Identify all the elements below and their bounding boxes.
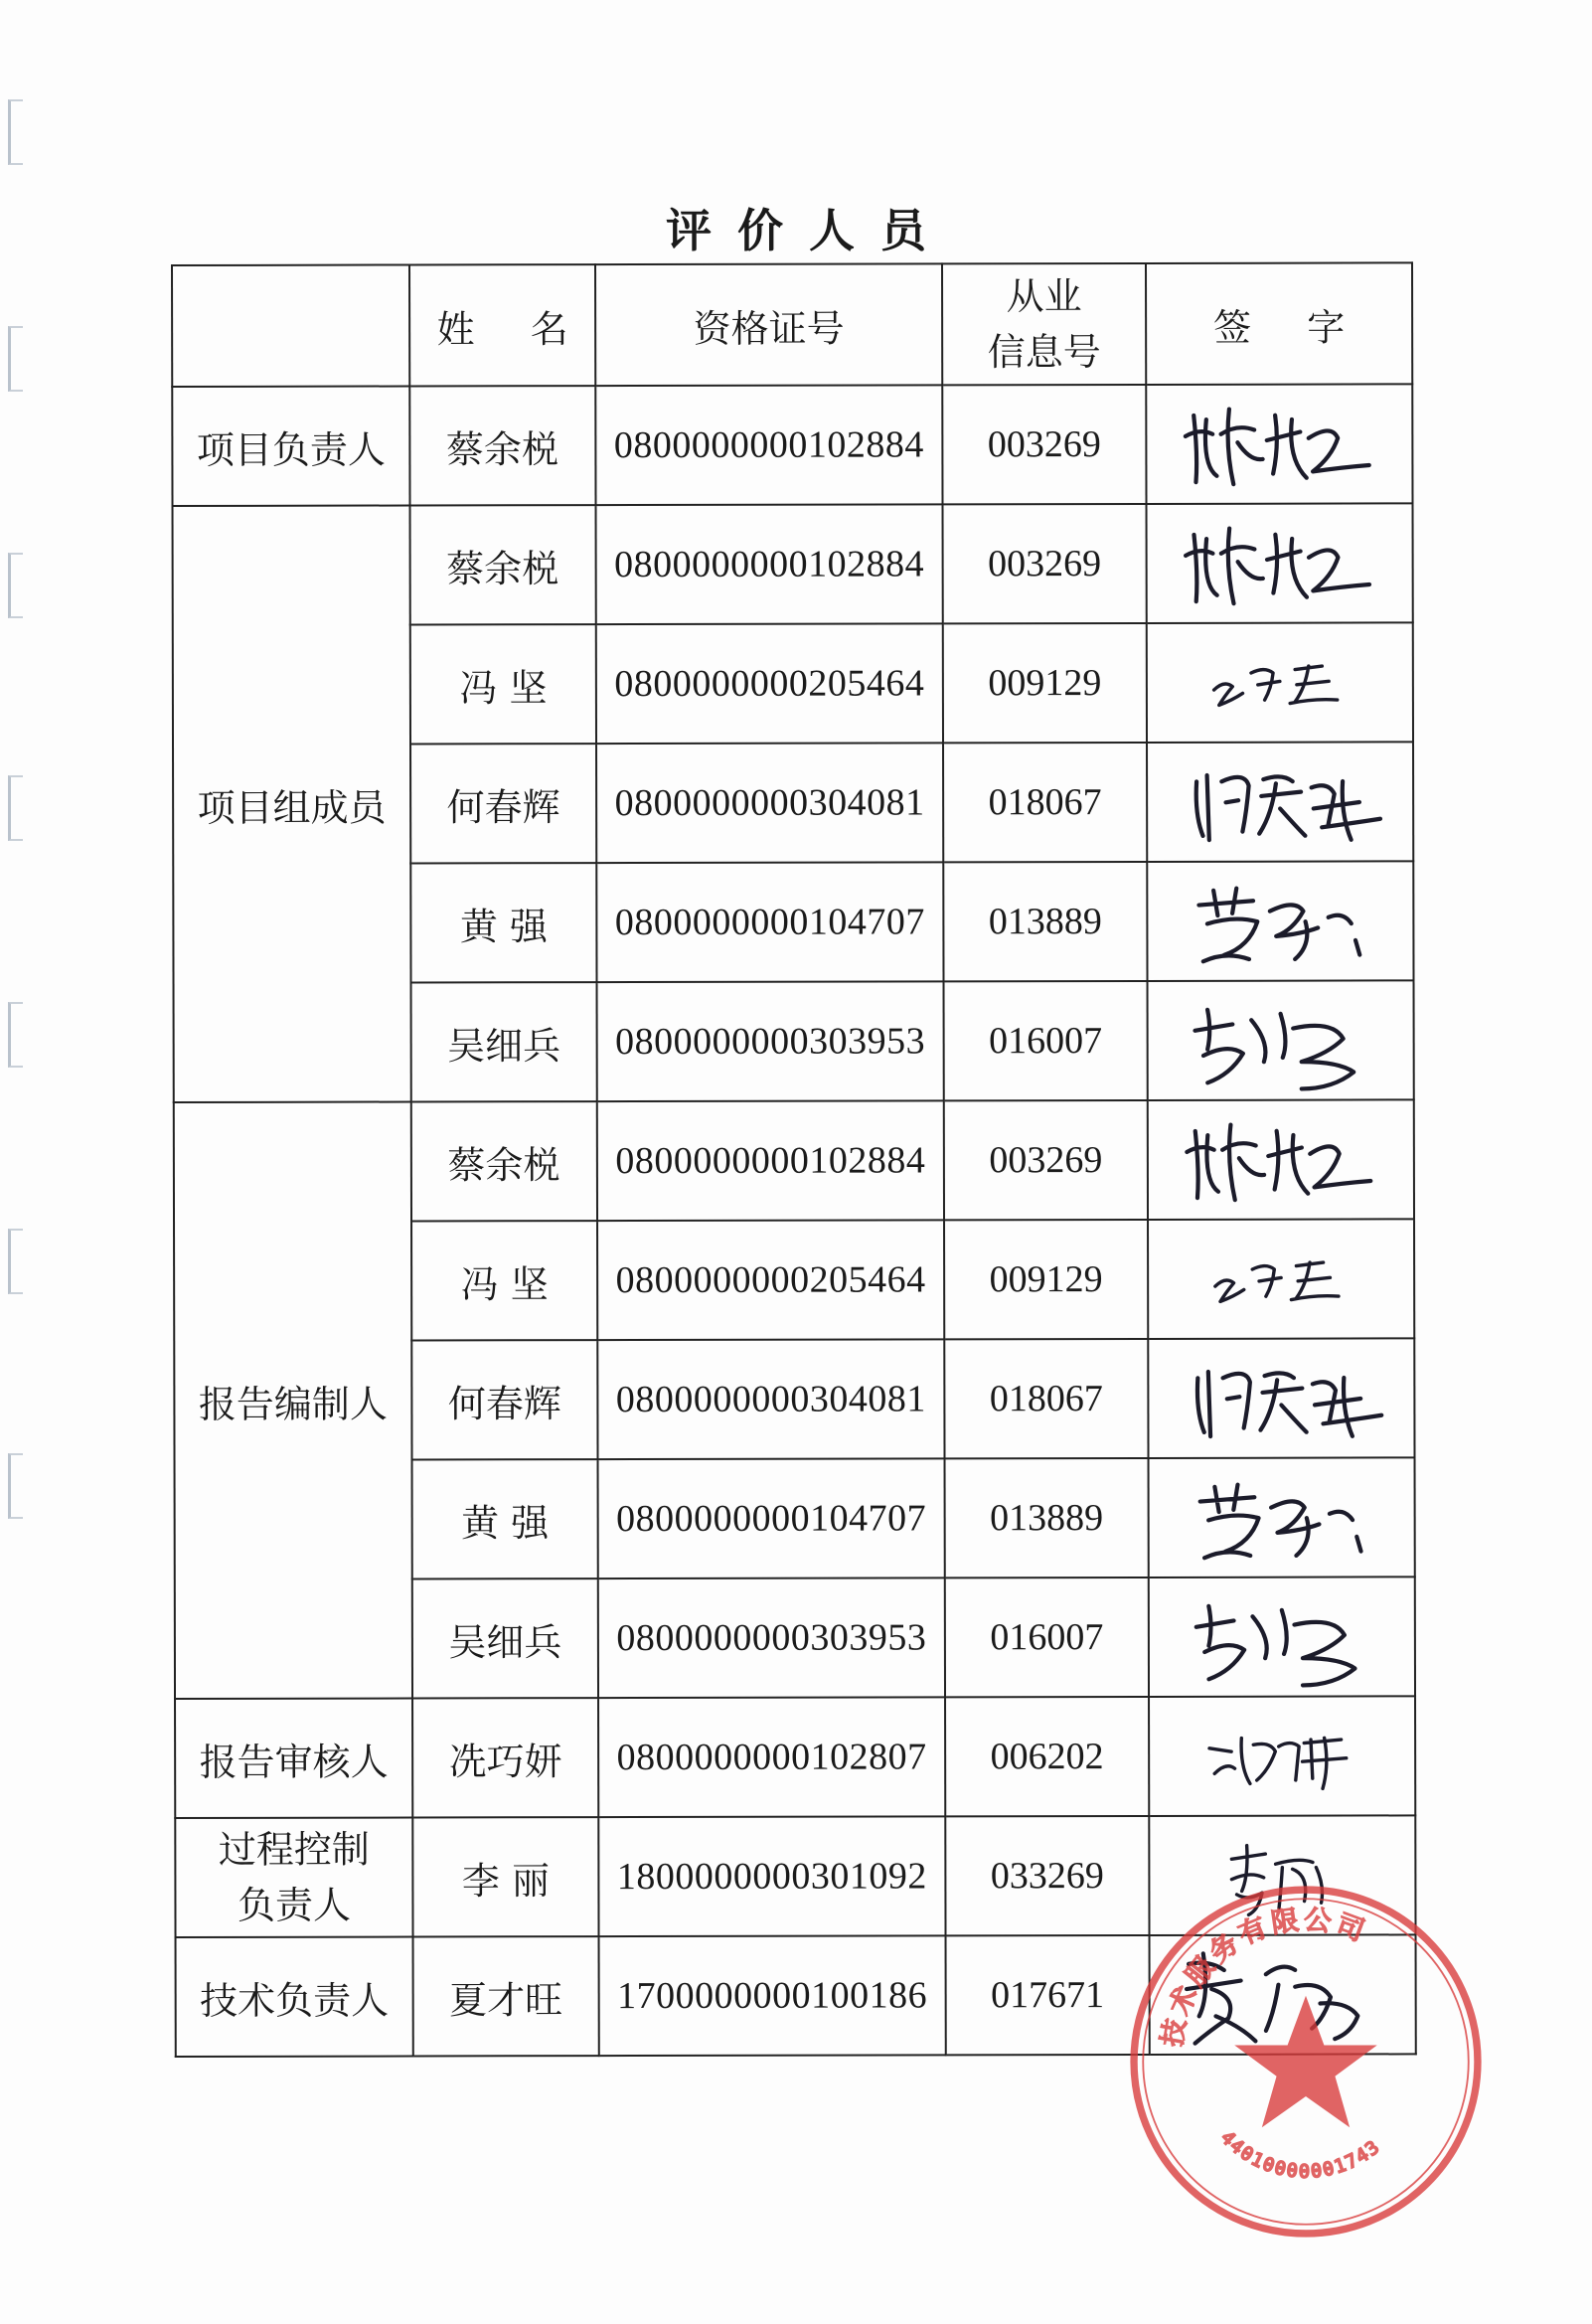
name-cell: 蔡余棁 [410, 505, 596, 624]
name-cell: 吴细兵 [411, 982, 597, 1101]
signature-feng [1196, 1237, 1365, 1321]
signature-huang [1178, 1465, 1386, 1570]
signature-cell [1147, 622, 1413, 743]
signature-wu [1178, 1584, 1386, 1689]
cert-cell: 0800000000104707 [596, 862, 943, 982]
cert-cell: 0800000000304081 [597, 1339, 944, 1459]
signature-cell [1147, 503, 1413, 623]
binder-mark [8, 775, 23, 841]
table-header [172, 262, 1412, 387]
cert-cell: 1700000000100186 [599, 1935, 946, 2056]
name-cell: 冯 坚 [411, 1221, 597, 1340]
signature-feng [1195, 640, 1364, 725]
signature-wu [1177, 988, 1385, 1092]
info-cell: 018067 [944, 1339, 1148, 1458]
signature-cai [1175, 392, 1383, 496]
name-cell: 蔡余棁 [409, 386, 595, 505]
name-cell: 何春辉 [411, 1340, 597, 1459]
signature-cell [1149, 1577, 1415, 1697]
table-row [172, 384, 1412, 506]
info-cell: 017671 [946, 1935, 1150, 2055]
role-cell: 过程控制 负责人 [175, 1817, 412, 1937]
svg-text:44010000001743 [1216, 2127, 1384, 2182]
info-cell: 033269 [945, 1816, 1149, 1935]
name-cell: 黄 强 [410, 863, 596, 982]
signature-cell [1149, 1457, 1415, 1577]
signature-cell [1148, 1099, 1414, 1220]
cert-cell: 0800000000104707 [598, 1458, 945, 1578]
name-cell: 李 丽 [412, 1817, 598, 1936]
cert-cell: 1800000000301092 [598, 1816, 945, 1936]
info-cell: 009129 [943, 623, 1147, 743]
cert-cell: 0800000000102807 [598, 1697, 945, 1817]
binder-mark [8, 99, 23, 165]
svg-text:技术服务有限公司 [1155, 1903, 1372, 2049]
name-cell: 吴细兵 [412, 1578, 598, 1698]
signature-cell [1148, 1219, 1414, 1339]
seal-code: 44010000001743 [1216, 2127, 1385, 2183]
role-cell: 报告审核人 [175, 1698, 412, 1818]
info-cell: 016007 [945, 1577, 1149, 1697]
binder-mark [8, 1229, 23, 1294]
info-cell: 018067 [943, 743, 1147, 862]
signature-he [1176, 749, 1384, 854]
info-cell: 003269 [943, 504, 1147, 623]
header-name: 姓 名 [409, 264, 595, 386]
cert-cell: 0800000000102884 [596, 504, 943, 624]
binder-mark [8, 553, 23, 618]
role-cell: 项目组成员 [173, 505, 411, 1101]
table-body [172, 384, 1416, 2057]
signature-cell [1147, 742, 1413, 862]
table-row [174, 1099, 1414, 1222]
name-cell: 冼巧妍 [412, 1698, 598, 1817]
name-cell: 何春辉 [410, 744, 596, 863]
role-cell: 报告编制人 [174, 1101, 412, 1698]
signature-cai [1176, 511, 1384, 615]
cert-cell: 0800000000304081 [596, 743, 943, 863]
signature-cell [1149, 1696, 1415, 1816]
page-title: 评价人员 [666, 204, 952, 257]
info-cell: 003269 [942, 385, 1146, 504]
info-cell: 006202 [945, 1697, 1149, 1816]
header-cert: 资格证号 [595, 263, 942, 386]
cert-cell: 0800000000102884 [597, 1100, 944, 1221]
name-cell: 夏才旺 [413, 1936, 599, 2056]
name-cell: 冯 坚 [410, 624, 596, 744]
header-role [172, 264, 409, 387]
signature-xian [1197, 1714, 1366, 1798]
signature-cell [1148, 980, 1414, 1100]
table-row [173, 503, 1413, 625]
cert-cell: 0800000000303953 [597, 981, 944, 1101]
cert-cell: 0800000000205464 [597, 1220, 944, 1340]
cert-cell: 0800000000102884 [595, 385, 942, 505]
info-cell: 013889 [945, 1458, 1149, 1577]
name-cell: 黄 强 [412, 1459, 598, 1578]
signature-cell [1147, 861, 1413, 981]
header-sign: 签 字 [1146, 262, 1412, 385]
table-row [175, 1696, 1415, 1818]
role-cell: 技术负责人 [176, 1936, 413, 2057]
name-cell: 蔡余棁 [411, 1101, 597, 1221]
official-seal [1123, 1879, 1489, 2244]
signature-huang [1176, 869, 1384, 973]
info-cell: 016007 [944, 981, 1148, 1100]
info-cell: 013889 [943, 862, 1147, 981]
cert-cell: 0800000000303953 [598, 1577, 945, 1698]
signature-cell [1146, 384, 1412, 504]
signature-he [1177, 1346, 1385, 1450]
signature-cai [1177, 1107, 1385, 1212]
binder-mark [8, 1453, 23, 1519]
seal-text: 技术服务有限公司 [1155, 1903, 1373, 2050]
cert-cell: 0800000000205464 [596, 623, 943, 744]
personnel-table [171, 261, 1417, 2058]
info-cell: 003269 [944, 1100, 1148, 1220]
role-cell: 项目负责人 [172, 386, 409, 506]
binder-mark [8, 326, 23, 392]
info-cell: 009129 [944, 1220, 1148, 1339]
header-info: 从业 信息号 [942, 263, 1146, 385]
signature-cell [1148, 1338, 1414, 1458]
binder-mark [8, 1002, 23, 1068]
